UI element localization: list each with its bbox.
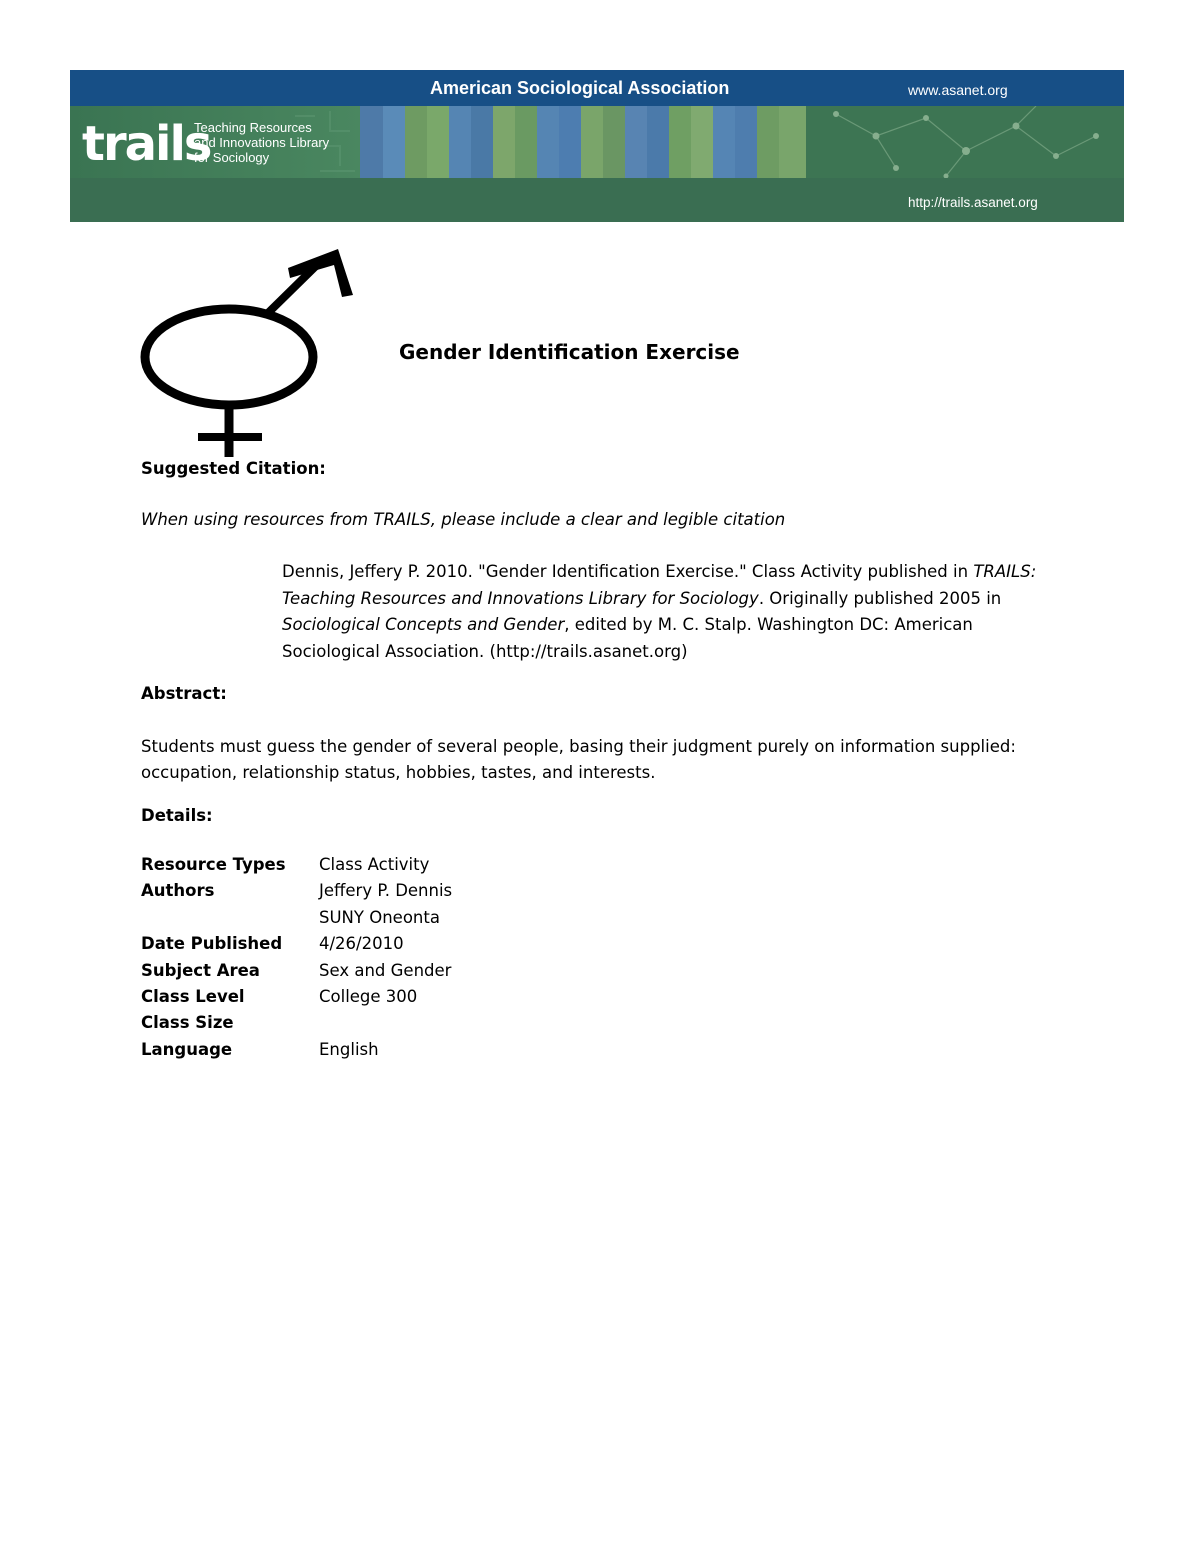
male-female-symbol-icon: [138, 245, 356, 460]
citation-note: When using resources from TRAILS, please include a clear and legible citation: [141, 510, 786, 529]
citation-trails-title: TRAILS: Teaching Resources and Innovations Library for Sociology: [282, 562, 1037, 608]
details-label: Date Published: [141, 934, 283, 954]
details-value: Jeffery P. Dennis: [319, 881, 453, 901]
tagline-line-1: Teaching Resources: [194, 120, 312, 135]
tagline-line-2: and Innovations Library: [194, 135, 330, 150]
trails-logo: trails: [82, 116, 211, 172]
details-value: SUNY Oneonta: [319, 907, 440, 927]
details-value: English: [319, 1039, 379, 1059]
details-label: Resource Types: [141, 855, 286, 874]
details-label: Class Level: [141, 986, 245, 1006]
abstract-heading: Abstract:: [141, 684, 227, 703]
citation-part-1: Dennis, Jeffery P. 2010. "Gender Identification Exercise." Class Activity published in: [282, 562, 974, 581]
details-value: Sex and Gender: [319, 960, 452, 980]
citation-part-3: . Originally published 2005 in: [758, 588, 1002, 608]
trails-banner: [70, 70, 1124, 222]
tagline-line-3: for Sociology: [194, 150, 270, 165]
trails-tagline: [194, 120, 329, 165]
page-title: Gender Identification Exercise: [399, 340, 740, 364]
color-stripes: [360, 106, 806, 178]
org-url: www.asanet.org: [908, 82, 1008, 98]
details-value: 4/26/2010: [319, 934, 404, 954]
details-label: Class Size: [141, 1013, 234, 1033]
abstract-text: Students must guess the gender of several people, basing their judgment purely on information supplied: occupation, relationship status, hobbies, tastes, and interests.: [141, 737, 1016, 782]
details-heading: Details:: [141, 806, 213, 825]
citation-part-5: , edited by M. C. Stalp. Washington DC: American Sociological Association. (http://trails.asanet.org): [282, 615, 973, 661]
details-value: Class Activity: [319, 855, 430, 874]
network-art: [806, 106, 1124, 178]
details-label: Subject Area: [141, 960, 260, 980]
details-label: Authors: [141, 881, 215, 901]
suggested-citation-heading: Suggested Citation:: [141, 459, 326, 478]
details-value: College 300: [319, 986, 418, 1006]
trails-url: http://trails.asanet.org: [908, 195, 1038, 210]
network-dots-icon: [806, 106, 1124, 178]
details-label: Language: [141, 1039, 233, 1059]
citation-book-title: Sociological Concepts and Gender: [282, 615, 565, 634]
banner-top-bar: [70, 70, 1124, 106]
citation-text: [282, 559, 1052, 665]
org-name: American Sociological Association: [430, 78, 730, 98]
